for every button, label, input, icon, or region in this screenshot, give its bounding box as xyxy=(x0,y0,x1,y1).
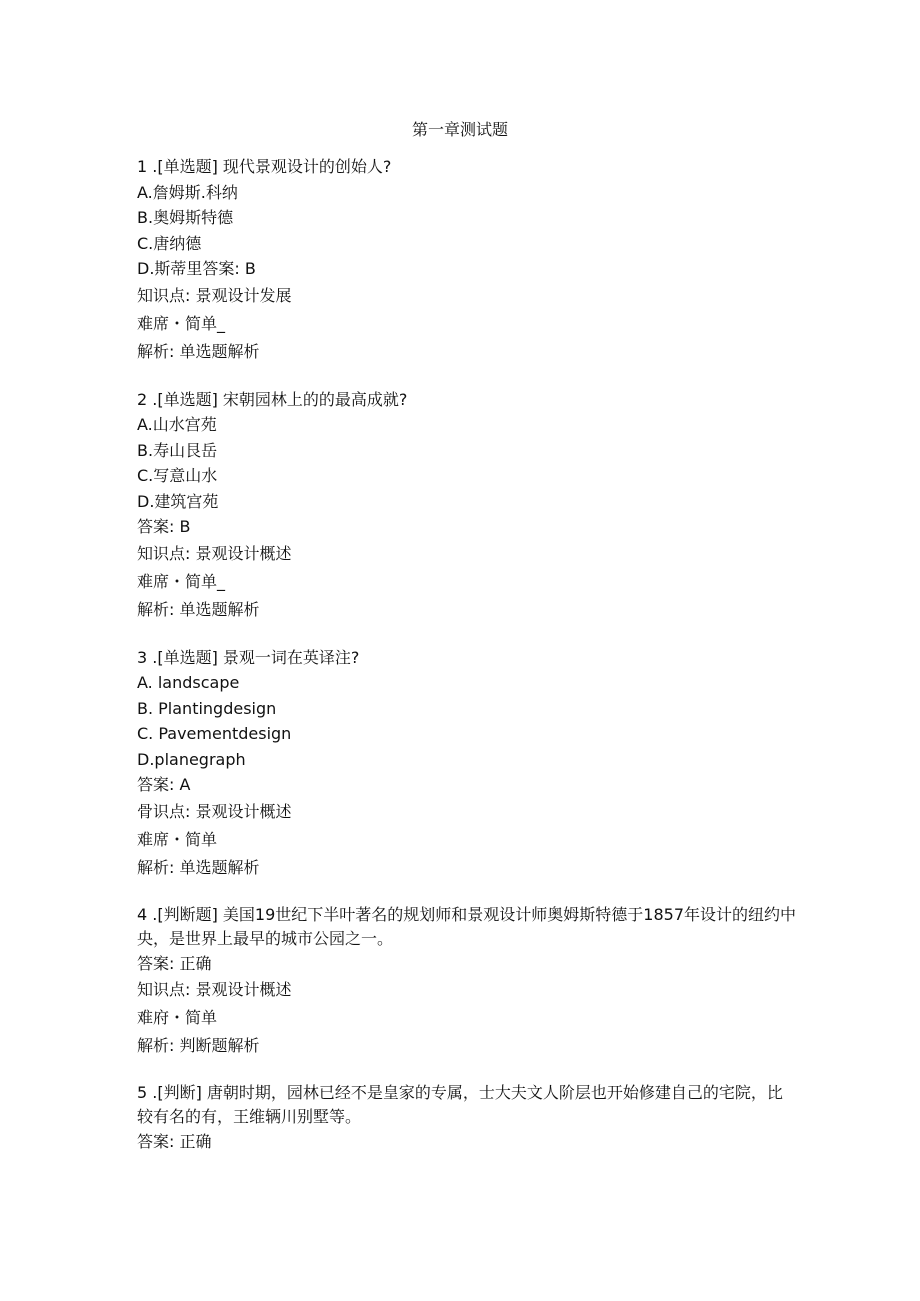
knowledge-point: 知识点: 景观设计概述 xyxy=(137,543,292,563)
answer: 答案: B xyxy=(137,517,191,536)
question-2 xyxy=(137,387,797,624)
question-4 xyxy=(137,903,797,1061)
option-d: D.建筑宫苑 xyxy=(137,491,219,511)
analysis: 解析: 单选题解析 xyxy=(137,857,260,877)
option-a: A. landscape xyxy=(137,673,240,692)
analysis: 解析: 单选题解析 xyxy=(137,599,260,619)
answer: 答案: 正确 xyxy=(137,953,212,973)
option-a: A.詹姆斯.科纳 xyxy=(137,182,238,202)
difficulty: 难席・简单_ xyxy=(137,571,226,591)
option-d: D.斯蒂里答案: B xyxy=(137,259,256,278)
document-title: 第一章测试题 xyxy=(411,120,508,139)
answer: 答案: 正确 xyxy=(137,1132,212,1151)
question-list xyxy=(137,154,797,1155)
option-b: B. Plantingdesign xyxy=(137,698,277,718)
answer: 答案: A xyxy=(137,775,191,794)
option-c: C.唐纳德 xyxy=(137,233,202,253)
option-a: A.山水宫苑 xyxy=(137,415,217,434)
difficulty: 难席・简单 xyxy=(137,829,218,849)
option-c: C.写意山水 xyxy=(137,466,218,485)
question-3 xyxy=(137,645,797,882)
question-5 xyxy=(137,1081,797,1155)
difficulty: 难府・简单 xyxy=(137,1008,218,1027)
analysis: 解析: 判断题解析 xyxy=(137,1036,260,1055)
difficulty: 难席・简单_ xyxy=(137,313,226,333)
analysis: 解析: 单选题解析 xyxy=(137,341,260,361)
option-c: C. Pavementdesign xyxy=(137,724,292,743)
question-1 xyxy=(137,154,797,366)
question-stem: 1 .[单选题] 现代景观设计的创始人? xyxy=(137,157,392,176)
question-stem: 2 .[单选题] 宋朝园林上的的最高成就? xyxy=(137,389,408,409)
option-d: D.planegraph xyxy=(137,749,246,769)
knowledge-point: 知识点: 景观设计发展 xyxy=(137,285,292,305)
option-b: B.寿山艮岳 xyxy=(137,440,218,460)
question-stem: 3 .[单选题] 景观一词在英译注? xyxy=(137,647,360,667)
option-b: B.奥姆斯特德 xyxy=(137,208,234,227)
knowledge-point: 知识点: 景观设计概述 xyxy=(137,980,292,999)
knowledge-point: 骨识点: 景观设计概述 xyxy=(137,801,292,821)
question-stem: 4 .[判断题] 美国19世纪下半叶著名的规划师和景观设计师奥姆斯特德于1857年设计的纽约中央，是世界上最早的城市公园之一。 xyxy=(137,904,797,948)
question-stem: 5 .[判断] 唐朝时期，园林已经不是皇家的专属，士大夫文人阶层也开始修建自己的宅院，比较有名的有，王维辆川别墅等。 xyxy=(137,1083,783,1126)
